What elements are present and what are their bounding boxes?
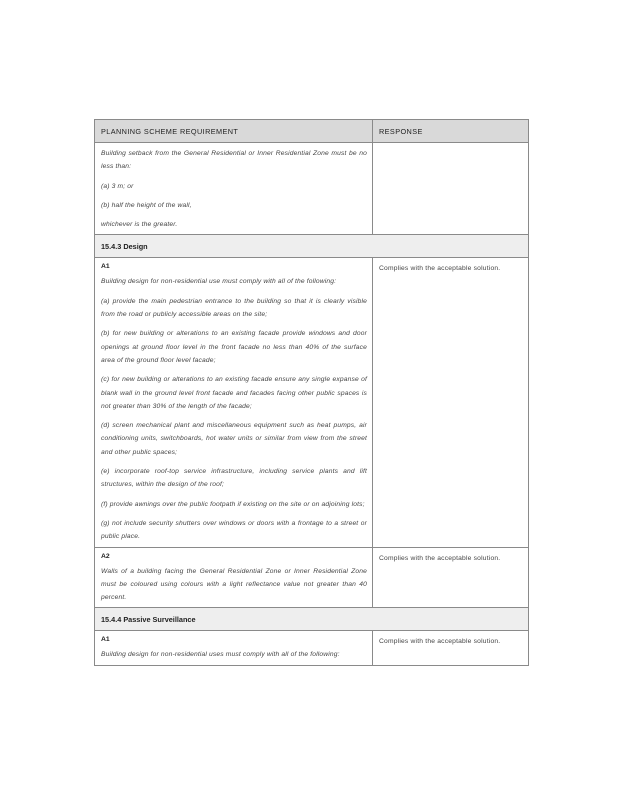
setback-paragraph: Building setback from the General Residential or Inner Residential Zone must be no less than: — [101, 150, 367, 171]
header-requirement: PLANNING SCHEME REQUIREMENT — [95, 120, 373, 143]
section-title-design: 15.4.3 Design — [95, 235, 529, 258]
setback-paragraph: (a) 3 m; or — [101, 182, 134, 190]
table-row-surveillance-a1 — [95, 631, 529, 665]
section-row-surveillance — [95, 608, 529, 631]
clause-paragraph: Building design for non-residential uses must comply with all of the following: — [101, 651, 340, 659]
clause-paragraph: Walls of a building facing the General Residential Zone or Inner Residential Zone must be coloured using colours with a light reflectance value not greater than 40 percent. — [101, 567, 367, 602]
table-row-design-a2 — [95, 547, 529, 608]
surveillance-a1-response-cell — [373, 631, 529, 665]
design-a1-requirement-cell — [95, 258, 373, 547]
clause-paragraph: Building design for non-residential use must comply with all of the following: — [101, 278, 337, 286]
section-row-design — [95, 235, 529, 258]
response-text: Complies with the acceptable solution. — [379, 265, 501, 273]
clause-paragraph: (a) provide the main pedestrian entrance to the building so that it is clearly visible from the road or publicly accessible areas on the site; — [101, 297, 367, 319]
clause-code: A1 — [101, 636, 110, 644]
planning-requirements-table — [94, 119, 529, 666]
setback-requirement-cell — [95, 143, 373, 235]
response-text: Complies with the acceptable solution. — [379, 554, 501, 562]
table-header-row — [95, 120, 529, 143]
surveillance-a1-requirement-cell — [95, 631, 373, 665]
header-response: RESPONSE — [373, 120, 529, 143]
clause-paragraph: (f) provide awnings over the public footpath if existing on the site or on adjoining lots; — [101, 500, 365, 508]
setback-paragraph: whichever is the greater. — [101, 221, 178, 229]
clause-paragraph: (d) screen mechanical plant and miscellaneous equipment such as heat pumps, air conditioning units, switchboards, hot water units or similar from view from the street and other public spaces; — [101, 422, 367, 456]
response-text: Complies with the acceptable solution. — [379, 638, 501, 646]
table-row-design-a1 — [95, 258, 529, 547]
clause-paragraph: (b) for new building or alterations to an existing facade provide windows and door openings at ground floor level in the front facade no less than 40% of the surface area of the ground floor level facade; — [101, 330, 367, 364]
clause-code: A1 — [101, 263, 110, 271]
clause-paragraph: (g) not include security shutters over windows or doors with a frontage to a street or public place. — [101, 519, 367, 541]
design-a2-requirement-cell — [95, 547, 373, 608]
clause-paragraph: (e) incorporate roof-top service infrastructure, including service plants and lift structures, within the design of the roof; — [101, 468, 367, 489]
design-a2-response-cell — [373, 547, 529, 608]
section-title-surveillance: 15.4.4 Passive Surveillance — [95, 608, 529, 631]
design-a1-response-cell — [373, 258, 529, 547]
setback-paragraph: (b) half the height of the wall, — [101, 201, 192, 209]
clause-code: A2 — [101, 552, 110, 560]
clause-paragraph: (c) for new building or alterations to an existing facade ensure any single expanse of blank wall in the ground level front facade and facades facing other public spaces is not greater than 30% of the length of the facade; — [101, 376, 367, 410]
setback-response-cell — [373, 143, 529, 235]
table-row-setback — [95, 143, 529, 235]
